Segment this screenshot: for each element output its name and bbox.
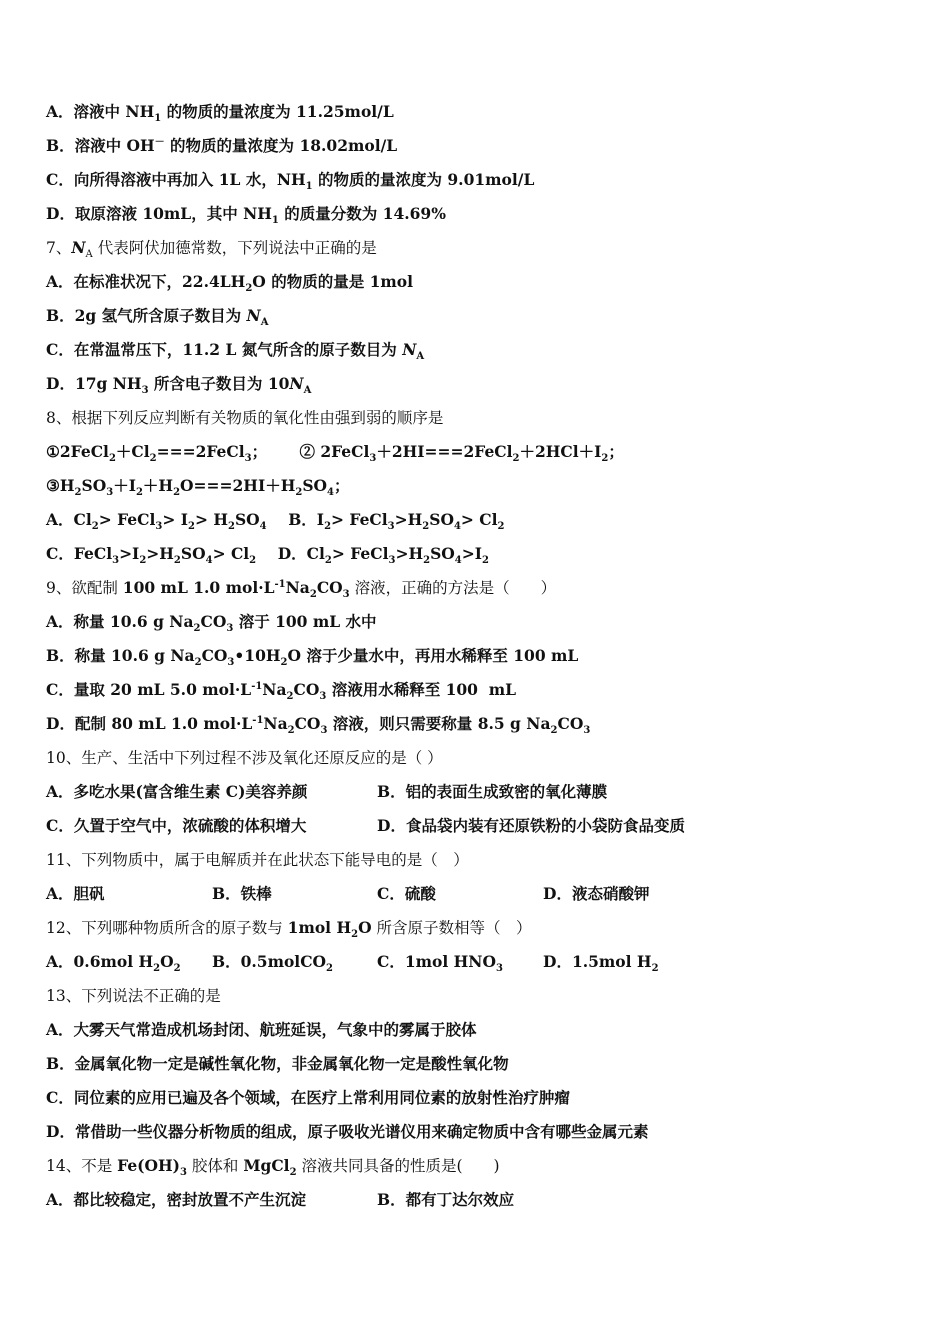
q8-options-ab: A．$Cl_2>$ FeCl$_3$> $I_2> H_2SO_4$ B．$I_2>$ $FeCl_3>H_2SO_4> Cl_2$ xyxy=(46,510,505,533)
q11-option-b: B．铁棒 xyxy=(212,884,272,903)
q13-option-a: A．大雾天气常造成机场封闭、航班延误，气象中的雾属于胶体 xyxy=(46,1020,477,1039)
q12-option-d: D．1.5mol $H_2$ xyxy=(543,952,659,975)
question-9: 9、欲配制 100 mL 1.0 $mol\cdot L^{-1}Na_2CO_3$ 溶液，正确的方法是（ ） xyxy=(46,578,557,601)
q12-option-c: C．1mol $HNO_3$ xyxy=(377,952,503,975)
q13-option-c: C．同位素的应用已遍及各个领域，在医疗上常利用同位素的放射性治疗肿瘤 xyxy=(46,1088,570,1107)
q8-reactions-1-2: $①2FeCl_2+Cl_2===2FeCl_3$； ② $2FeCl_3+2HI===2FeCl_2+2HCl+I_2$； xyxy=(46,442,624,465)
q6-option-c: C．向所得溶液中再加入 1L 水，$NH_1$ 的物质的量浓度为 9.01mol/L xyxy=(46,170,535,193)
question-8: 8、根据下列反应判断有关物质的氧化性由强到弱的顺序是 xyxy=(46,409,444,427)
q12-option-a: A．0.6mol $H_2O_2$ xyxy=(46,952,181,975)
q10-option-a: A．多吃水果(富含维生素 C)美容养颜 xyxy=(46,782,308,801)
q9-option-d: D．配制 80 mL 1.0 $mol\cdot L^{-1}Na_2CO_3$ 溶液，则只需要称量 8.5 g $Na_2CO_3$ xyxy=(46,714,591,737)
question-13: 13、下列说法不正确的是 xyxy=(46,987,221,1005)
q13-option-d: D．常借助一些仪器分析物质的组成，原子吸收光谱仪用来确定物质中含有哪些金属元素 xyxy=(46,1122,649,1141)
question-11: 11、下列物质中，属于电解质并在此状态下能导电的是（ ） xyxy=(46,851,469,869)
question-10: 10、生产、生活中下列过程不涉及氧化还原反应的是（ ） xyxy=(46,749,443,767)
q10-option-b: B．铝的表面生成致密的氧化薄膜 xyxy=(377,782,608,801)
q11-option-a: A．胆矾 xyxy=(46,884,105,903)
q9-option-a: A．称量 10.6 g $Na_2CO_3$ 溶于 100 mL 水中 xyxy=(46,612,377,635)
q11-option-d: D．液态硝酸钾 xyxy=(543,884,650,903)
q6-option-d: D．取原溶液 10mL，其中 $NH_1$ 的质量分数为 14.69% xyxy=(46,204,446,227)
q6-option-a: A．溶液中 $NH_1$ 的物质的量浓度为 11.25mol/L xyxy=(46,102,394,125)
q9-option-b: B．称量 10.6 g $Na_2CO_3•10H_2O$ 溶于少量水中，再用水稀释至 100 mL xyxy=(46,646,579,669)
q8-options-cd: C．$FeCl_3>I_2>H_2SO_4> Cl_2$ D．$Cl_2>$ $FeCl_3>H_2SO_4>I_2$ xyxy=(46,544,489,567)
q10-option-c: C．久置于空气中，浓硫酸的体积增大 xyxy=(46,816,307,835)
question-7: 7、$N_A$ 代表阿伏加德常数，下列说法中正确的是 xyxy=(46,238,377,261)
q13-option-b: B．金属氧化物一定是碱性氧化物，非金属氧化物一定是酸性氧化物 xyxy=(46,1054,509,1073)
q12-option-b: B．0.5molCO$_2$ xyxy=(212,952,334,975)
q9-option-c: C．量取 20 mL 5.0 $mol\cdot L^{-1}Na_2CO_3$ 溶液用水稀释至 100 mL xyxy=(46,680,517,703)
q11-option-c: C．硫酸 xyxy=(377,884,436,903)
question-14: 14、不是 $Fe(OH)_3$ 胶体和 MgCl$_2$ 溶液共同具备的性质是( ) xyxy=(46,1156,500,1179)
q7-option-c: C．在常温常压下，11.2 L 氮气所含的原子数目为 $N_A$ xyxy=(46,340,425,363)
q7-option-d: D．17g $NH_3$ 所含电子数目为 $10N_A$ xyxy=(46,374,312,397)
question-12: 12、下列哪种物质所含的原子数与 1mol $H_2O$ 所含原子数相等（ ） xyxy=(46,918,532,941)
q14-option-b: B．都有丁达尔效应 xyxy=(377,1190,515,1209)
q8-reaction-3: $③H_2SO_3+I_2+H_2O===2HI+H_2SO_4$； xyxy=(46,476,350,499)
q10-option-d: D．食品袋内装有还原铁粉的小袋防食品变质 xyxy=(377,816,685,835)
q6-option-b: B．溶液中 OH－ 的物质的量浓度为 18.02mol/L xyxy=(46,136,398,155)
q7-option-a: A．在标准状况下，$22.4LH_2O$ 的物质的量是 1mol xyxy=(46,272,414,295)
q7-option-b: B．2g 氢气所含原子数目为 $N_A$ xyxy=(46,306,269,329)
q14-option-a: A．都比较稳定，密封放置不产生沉淀 xyxy=(46,1190,307,1209)
